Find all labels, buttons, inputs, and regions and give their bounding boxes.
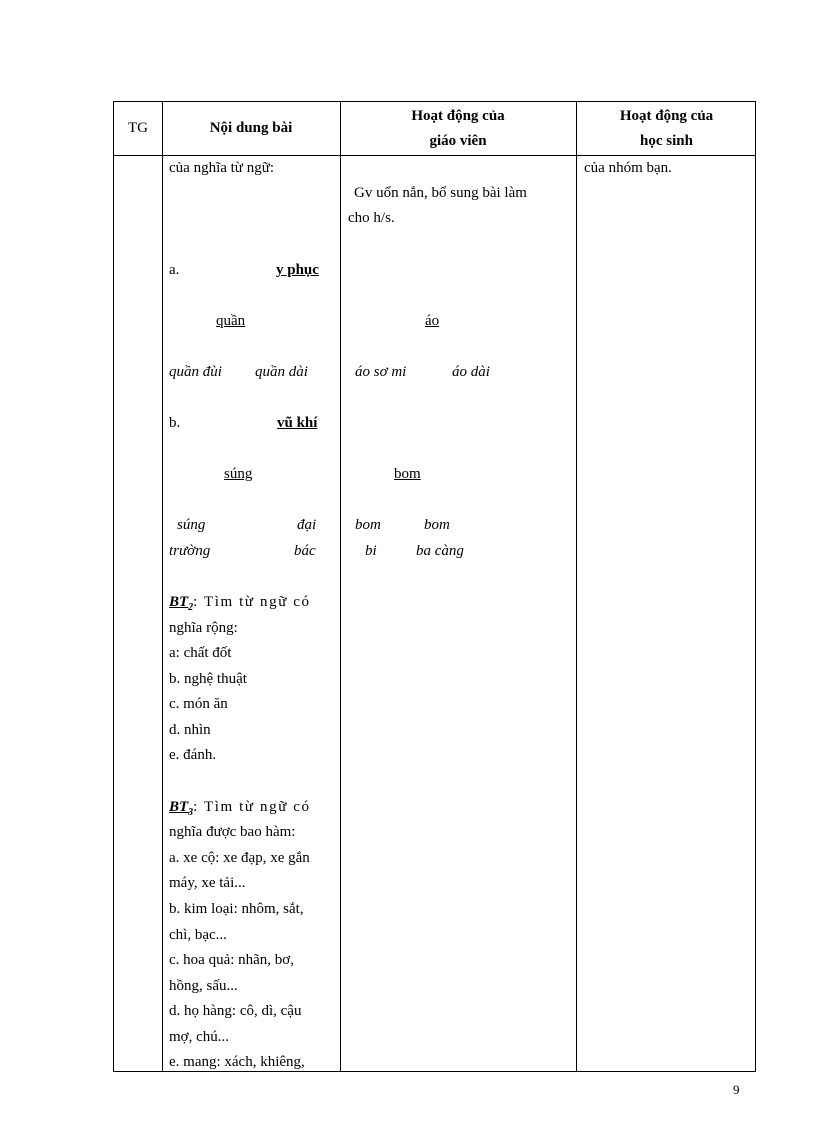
bom-label: bom — [394, 466, 421, 482]
dai-item: đại — [297, 517, 317, 533]
quan-dai: quần dài — [255, 364, 308, 380]
a-label: a. — [169, 262, 180, 278]
bt3-line: máy, xe tải... — [169, 875, 246, 891]
bt2-item: e. đánh. — [169, 747, 217, 763]
bac-item: bác — [294, 543, 316, 559]
bt2-heading: $BT_2$: Tìm từ ngữ có — [169, 594, 311, 613]
header-tg: TG — [128, 120, 148, 136]
col-divider-2 — [340, 102, 341, 1071]
a-title: y phục — [276, 262, 319, 278]
col-divider-1 — [162, 102, 163, 1071]
bt2-subheading: nghĩa rộng: — [169, 620, 238, 636]
truong-item: trường — [169, 543, 211, 559]
bom-bi-2: bi — [365, 543, 377, 559]
page-number: 9 — [733, 1082, 740, 1097]
bt3-subheading: nghĩa được bao hàm: — [169, 824, 296, 840]
teacher-note: Gv uốn nắn, bổ sung bài làm — [354, 185, 527, 201]
teacher-note-cont: cho h/s. — [348, 210, 395, 226]
bt3-line: e. mang: xách, khiêng, — [169, 1054, 305, 1070]
col-divider-3 — [576, 102, 577, 1071]
ao-label: áo — [425, 313, 440, 329]
header-student: Hoạt động của học sinh — [619, 107, 714, 149]
bt2-item: c. món ăn — [169, 696, 228, 712]
b-title: vũ khí — [277, 415, 318, 431]
bt3-line: hồng, sấu... — [169, 978, 238, 994]
lesson-table — [113, 101, 756, 1072]
bt3-line: a. xe cộ: xe đạp, xe gắn — [169, 850, 310, 866]
bt3-line: b. kim loại: nhôm, sắt, — [169, 901, 304, 917]
bt3-line: c. hoa quả: nhãn, bơ, — [169, 952, 294, 968]
bt3-heading: $BT_3$: Tìm từ ngữ có — [169, 799, 311, 818]
intro-text: của nghĩa từ ngữ: — [169, 160, 274, 176]
bt2-item: a: chất đốt — [169, 645, 232, 661]
bt2-item: b. nghệ thuật — [169, 671, 247, 687]
bom-bc-1: bom — [424, 517, 450, 533]
bt3-line: mợ, chú... — [169, 1029, 230, 1045]
student-note: của nhóm bạn. — [584, 160, 672, 176]
b-label: b. — [169, 415, 181, 431]
ao-so-mi: áo sơ mi — [355, 364, 407, 380]
sung-label: súng — [224, 466, 253, 482]
header-divider — [114, 155, 755, 156]
header-content: Nội dung bài — [209, 120, 293, 136]
bt3-line: chì, bạc... — [169, 927, 227, 943]
sung-item: súng — [177, 517, 206, 533]
bt3-line: d. họ hàng: cô, dì, cậu — [169, 1003, 302, 1019]
bom-bc-2: ba càng — [416, 543, 464, 559]
ao-dai: áo dài — [452, 364, 490, 380]
header-teacher: Hoạt động của giáo viên — [411, 107, 505, 149]
quan-dui: quần đùi — [169, 364, 222, 380]
quan-label: quần — [216, 313, 246, 329]
bt2-item: d. nhìn — [169, 722, 211, 738]
bom-bi-1: bom — [355, 517, 381, 533]
